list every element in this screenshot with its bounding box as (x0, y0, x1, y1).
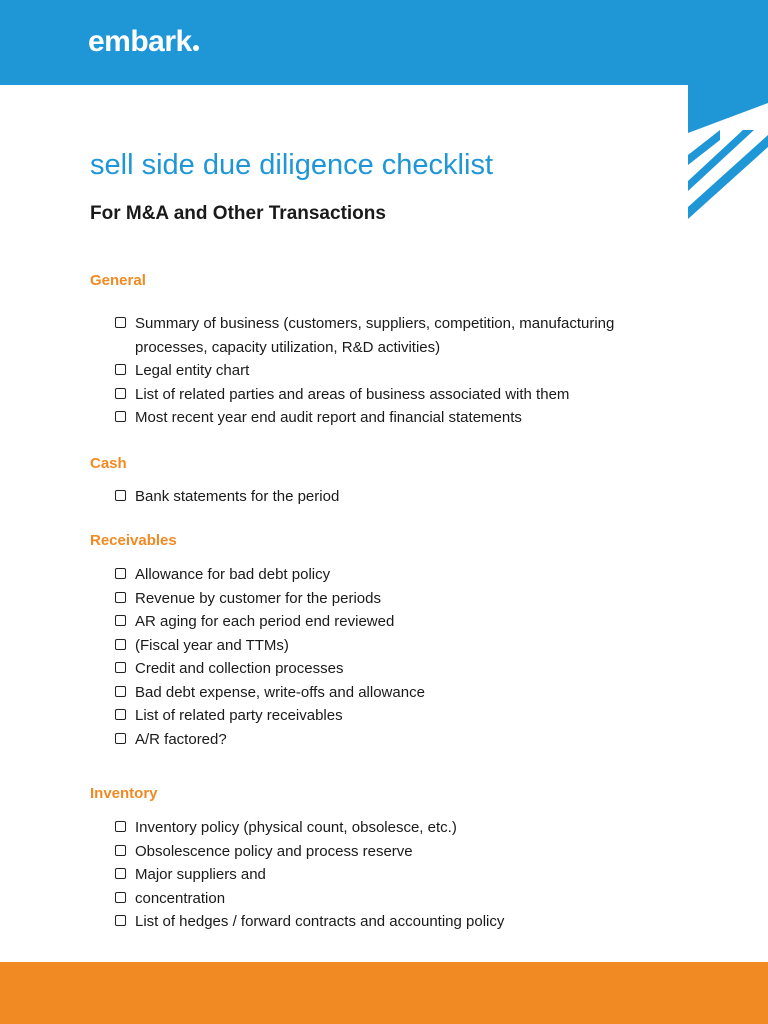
checkbox[interactable] (115, 568, 126, 579)
section-heading: Receivables (90, 532, 177, 549)
checklist-item-text: List of hedges / forward contracts and accounting policy (135, 913, 505, 930)
checklist-item (90, 681, 670, 705)
checkbox[interactable] (115, 733, 126, 744)
checklist-item (90, 406, 670, 430)
checkbox[interactable] (115, 868, 126, 879)
checklist-items (90, 563, 670, 751)
checkbox[interactable] (115, 592, 126, 603)
checklist-item-text: Obsolescence policy and process reserve (135, 842, 413, 860)
checklist-item (90, 863, 670, 887)
checklist-item-text: Inventory policy (physical count, obsolesce, etc.) (135, 819, 457, 836)
checkbox[interactable] (115, 709, 126, 720)
checklist-item (90, 657, 670, 681)
section-cash (90, 453, 670, 509)
checklist-item-text: (Fiscal year and TTMs) (135, 636, 289, 654)
checklist-item-text: Revenue by customer for the periods (135, 589, 381, 607)
checkbox[interactable] (115, 490, 126, 501)
checklist-item-text: List of related party receivables (135, 707, 343, 724)
checklist-item (90, 910, 670, 934)
checklist-item (90, 704, 670, 728)
checklist-item-text: Bank statements for the period (135, 487, 340, 505)
checkbox[interactable] (115, 686, 126, 697)
footer-band (0, 962, 768, 1024)
checklist-items (90, 816, 670, 934)
checkbox[interactable] (115, 845, 126, 856)
checkbox[interactable] (115, 615, 126, 626)
checklist-item-text: List of related parties and areas of business associated with them (135, 385, 570, 403)
checklist-item (90, 563, 670, 587)
checklist-item-text: Allowance for bad debt policy (135, 566, 331, 583)
section-general (90, 270, 670, 430)
checkbox[interactable] (115, 388, 126, 399)
checklist-item (90, 485, 670, 509)
checklist-item (90, 587, 670, 611)
checkbox[interactable] (115, 639, 126, 650)
checklist-item (90, 383, 670, 407)
checkbox[interactable] (115, 892, 126, 903)
checklist-items (90, 485, 670, 509)
checkbox[interactable] (115, 662, 126, 673)
checklist-item-text: AR aging for each period end reviewed (135, 613, 395, 630)
checklist-item-text: Major suppliers and (135, 866, 266, 883)
document-title: sell side due diligence checklist (90, 149, 493, 181)
document-subtitle: For M&A and Other Transactions (90, 203, 386, 224)
checklist-item (90, 728, 670, 752)
checklist-item-text: A/R factored? (135, 730, 227, 748)
checklist-item-text: Most recent year end audit report and financial statements (135, 409, 522, 426)
checklist-item (90, 887, 670, 911)
section-heading: Inventory (90, 785, 158, 802)
header-band (0, 0, 768, 85)
checklist-item-text: Summary of business (customers, suppliers, competition, manufacturing processes, capacity utilization, R&D activities) (135, 315, 615, 356)
section-heading: Cash (90, 454, 127, 472)
checklist-item-text: Legal entity chart (135, 362, 250, 379)
corner-stripes-decoration (688, 85, 768, 225)
checkbox[interactable] (115, 317, 126, 328)
checkbox[interactable] (115, 411, 126, 422)
checklist-item (90, 312, 670, 359)
logo-dot-icon (193, 45, 199, 51)
checklist-item (90, 359, 670, 383)
section-receivables (90, 530, 670, 751)
checklist-item (90, 840, 670, 864)
checkbox[interactable] (115, 915, 126, 926)
section-inventory (90, 783, 670, 934)
checklist (90, 270, 670, 934)
section-heading: General (90, 272, 146, 289)
checklist-items (90, 312, 670, 430)
logo-text: embark (88, 25, 192, 58)
checklist-item (90, 610, 670, 634)
checklist-item (90, 816, 670, 840)
checklist-item-text: Credit and collection processes (135, 660, 344, 677)
checkbox[interactable] (115, 821, 126, 832)
checkbox[interactable] (115, 364, 126, 375)
embark-logo (88, 25, 199, 59)
checklist-item-text: concentration (135, 889, 226, 907)
checklist-item (90, 634, 670, 658)
checklist-item-text: Bad debt expense, write-offs and allowance (135, 683, 425, 701)
